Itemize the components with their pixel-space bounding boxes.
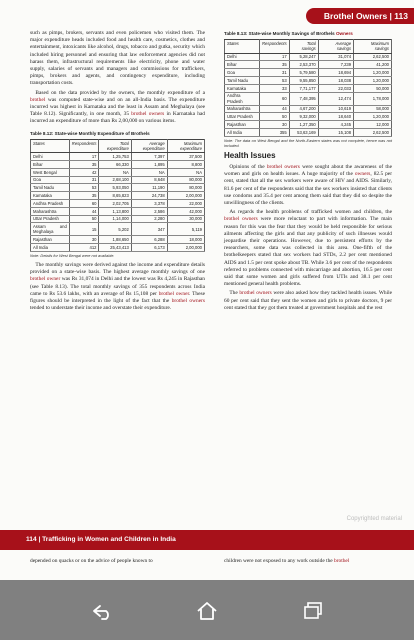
table-header-cell: Maximum savings bbox=[354, 40, 392, 53]
table-cell: 1,20,000 bbox=[354, 113, 392, 121]
table-cell: 1,14,000 bbox=[99, 215, 131, 223]
table-cell: Uttar Pradesh bbox=[31, 215, 70, 223]
table-cell: 33 bbox=[260, 84, 290, 92]
search-highlight: brothel owner bbox=[158, 290, 190, 297]
search-highlight: brothel owners bbox=[171, 298, 205, 305]
table-cell: 42,000 bbox=[167, 207, 204, 215]
table-cell: West Bengal bbox=[31, 168, 70, 176]
table-cell: 35 bbox=[69, 161, 99, 169]
table-header-cell: Average expenditure bbox=[131, 139, 167, 152]
table-cell: 7,397 bbox=[131, 153, 167, 161]
table-cell: 5,79,580 bbox=[289, 69, 318, 77]
table-row bbox=[225, 61, 392, 69]
android-nav-bar bbox=[0, 580, 414, 640]
table-row bbox=[225, 92, 392, 105]
table-cell: Delhi bbox=[31, 153, 70, 161]
table-cell: Andhra Pradesh bbox=[225, 92, 260, 105]
table-cell: 31,074 bbox=[318, 53, 353, 61]
table-cell: Bihar bbox=[225, 61, 260, 69]
table-header-cell: Total savings bbox=[289, 40, 318, 53]
table-row bbox=[31, 161, 205, 169]
table-cell: 2,68,100 bbox=[99, 176, 131, 184]
search-highlight: brothel bbox=[334, 558, 350, 564]
table-cell: 30,000 bbox=[167, 215, 204, 223]
table-row bbox=[225, 121, 392, 129]
search-highlight: brothel owners bbox=[224, 216, 258, 223]
table-cell: 2,00,000 bbox=[167, 244, 204, 252]
table-caption: Table 8.12: State-wise Monthly Expenditure of Brothels bbox=[30, 130, 150, 136]
table-row bbox=[31, 236, 205, 244]
table-cell: 30 bbox=[69, 236, 99, 244]
table-cell: 7,48,395 bbox=[289, 92, 318, 105]
table-cell: 4,67,200 bbox=[289, 105, 318, 113]
left-column bbox=[30, 30, 205, 314]
table-cell: 5,93,050 bbox=[99, 184, 131, 192]
table-cell: 60 bbox=[260, 92, 290, 105]
table-row bbox=[225, 53, 392, 61]
table-header-cell: States bbox=[225, 40, 260, 53]
table-cell: 24,738 bbox=[131, 192, 167, 200]
table-row bbox=[31, 207, 205, 215]
table-cell: 18,640 bbox=[318, 113, 353, 121]
table-cell: 1,27,350 bbox=[289, 121, 318, 129]
table-cell: 1,895 bbox=[131, 161, 167, 169]
table-row bbox=[225, 84, 392, 92]
table-cell: NA bbox=[167, 168, 204, 176]
table-cell: 58,000 bbox=[354, 105, 392, 113]
search-highlight: brothel owner bbox=[30, 276, 61, 283]
table-cell: 5,202 bbox=[99, 223, 131, 236]
table-cell: Bihar bbox=[31, 161, 70, 169]
table-row bbox=[31, 200, 205, 208]
search-highlight: brothel owners bbox=[239, 290, 272, 297]
table-cell: All India bbox=[225, 128, 260, 136]
table-cell: 1,78,000 bbox=[354, 92, 392, 105]
search-highlight: brothel owners bbox=[131, 111, 165, 118]
paragraph: Based on the data provided by the owners, the monthly expenditure of a brothel was computed state-wise and on an all-India basis. The expenditure incurred was highest in Karnataka and the least in Assam and Meghalaya (see Table 8.12). Significantly, in one month, 35 brothel owners in Karnataka had incurred an expenditure of more than Rs 2,00,000 on various items. bbox=[30, 89, 205, 125]
table-cell: Delhi bbox=[225, 53, 260, 61]
table-cell: 18,000 bbox=[167, 236, 204, 244]
search-highlight: Owners bbox=[335, 31, 353, 36]
table-cell: 50 bbox=[260, 113, 290, 121]
table-cell: 15,108 bbox=[318, 128, 353, 136]
table-cell: 1,20,000 bbox=[354, 77, 392, 85]
savings-table bbox=[224, 39, 392, 137]
table-cell: 1,88,650 bbox=[99, 236, 131, 244]
back-icon bbox=[86, 600, 116, 622]
table-cell: 347 bbox=[131, 223, 167, 236]
table-cell: 53 bbox=[69, 184, 99, 192]
table-row bbox=[31, 223, 205, 236]
table-header-cell: States bbox=[31, 139, 70, 152]
table-cell: 25,43,413 bbox=[99, 244, 131, 252]
table-row bbox=[31, 215, 205, 223]
table-cell: 44 bbox=[260, 105, 290, 113]
table-cell: Karnataka bbox=[225, 84, 260, 92]
paragraph: such as pimps, brokers, servants and even policemen who visited them. The major expenditure heads included food and health care, cosmetics, clothes and entertainment, intoxicants like alcohol, drugs, tobacco and gutka, security which included hiring personnel and ensuring that law enforcement agencies did not harass them, infrastructural requirements like electricity, phone and water supply, salaries of servants and managers and commissions for traffickers, pimps, brokers and agents, and contingency expenditure, including transportation costs. bbox=[30, 30, 205, 87]
next-page-text-right: children were not exposed to any work outside the brothel bbox=[224, 558, 350, 564]
section-title: Health Issues bbox=[224, 150, 276, 160]
footer-bar bbox=[0, 530, 414, 550]
table-header-cell: Total expenditure bbox=[99, 139, 131, 152]
paragraph: The monthly savings were derived against the income and expenditure details provided on a state-wise basis. The highest average monthly savings of one brothel owner was Rs 31,074 in Delhi and the lowest was Rs 4,245 in Rajasthan (see Table 8.13). The total monthly savings of 355 respondents across India came to Rs 53.6 lakhs, with an average of Rs 15,108 per brothel owner. These figures should be interpreted in the light of the fact that the brothel owners tended to understate their income and overstate their expenditure. bbox=[30, 262, 205, 312]
search-highlight: brothel owners bbox=[266, 163, 300, 170]
table-cell: Rajasthan bbox=[31, 236, 70, 244]
paragraph: Opinions of the brothel owners were sought about the awareness of the women and girls on health issues. A huge majority of the owners, 82.5 per cent, stated that all the sex workers were aware of HIV and AIDS. Similarly, 81.6 per cent of the respondents said that the sex workers insisted that clients use condoms and 35.4 per cent among them said that they did so despite the unwillingness of the clients. bbox=[224, 163, 392, 206]
table-cell: NA bbox=[99, 168, 131, 176]
table-cell: 355 bbox=[260, 128, 290, 136]
table-cell: 2,00,000 bbox=[167, 192, 204, 200]
home-button[interactable] bbox=[192, 600, 222, 622]
table-cell: 1,20,000 bbox=[354, 69, 392, 77]
table-row bbox=[31, 244, 205, 252]
table-header-cell: Respondents bbox=[260, 40, 290, 53]
table-cell: Tamil Nadu bbox=[31, 184, 70, 192]
table-row bbox=[225, 113, 392, 121]
table-cell: 1,25,753 bbox=[99, 153, 131, 161]
table-caption: Table 8.13: State-wise Monthly Savings of Brothels Owners bbox=[224, 31, 353, 36]
table-cell: 4,245 bbox=[318, 121, 353, 129]
paragraph: The brothel owners were also asked how they tackled health issues. While 60 per cent said that they sent the women and girls to private doctors, 9 per cent stated that they got them treated at government hospitals and the rest bbox=[224, 290, 392, 311]
table-note: Note: The data on West Bengal and the North-Eastern states was not complete, hence was not included. bbox=[224, 137, 392, 148]
table-cell: 412 bbox=[69, 244, 99, 252]
table-cell: 50 bbox=[69, 215, 99, 223]
table-cell: 2,62,500 bbox=[354, 53, 392, 61]
paragraph: As regards the health problems of trafficked women and children, the brothel owners were more reluctant to part with information. The main reason for this was the fear that they would be held responsible for serious ailments affecting the girls and that any publicity of such illnesses would jeopardise their operations. However, due to persistent efforts by the researchers, some data was collected in this area. One-fifth of the brothelkeepers stated that sex workers had STDs, 2.2 per cent mentioned AIDS and 1.5 per cent spoke about TB. While 3.6 per cent of the respondents referred to problems connected with miscarriage and abortion, 16.5 per cent said that some women and girls suffered from UTIs and 38.1 per cent mentioned general health problems. bbox=[224, 209, 392, 288]
table-header-cell: Respondents bbox=[69, 139, 99, 152]
table-cell: 6,288 bbox=[131, 236, 167, 244]
table-cell: 5,28,247 bbox=[289, 53, 318, 61]
table-cell: 60 bbox=[69, 200, 99, 208]
table-cell: 2,280 bbox=[131, 215, 167, 223]
table-cell: 2,62,500 bbox=[354, 128, 392, 136]
recent-apps-button[interactable] bbox=[298, 600, 328, 622]
table-cell: 8,800 bbox=[167, 161, 204, 169]
table-cell: 11,190 bbox=[131, 184, 167, 192]
table-cell: 1,13,800 bbox=[99, 207, 131, 215]
table-cell: 37,500 bbox=[167, 153, 204, 161]
table-cell: Tamil Nadu bbox=[225, 77, 260, 85]
table-row bbox=[31, 184, 205, 192]
table-cell: 53 bbox=[260, 77, 290, 85]
table-cell: 30 bbox=[260, 121, 290, 129]
table-cell: 12,000 bbox=[354, 121, 392, 129]
table-cell: Andhra Pradesh bbox=[31, 200, 70, 208]
right-column bbox=[224, 30, 392, 314]
table-cell: 10,619 bbox=[318, 105, 353, 113]
table-cell: NA bbox=[131, 168, 167, 176]
table-cell: 31 bbox=[69, 176, 99, 184]
table-cell: Kamataka bbox=[31, 192, 70, 200]
table-cell: 7,71,177 bbox=[289, 84, 318, 92]
table-note: Note: Details for West Bengal were not available. bbox=[30, 253, 115, 259]
table-cell: 35 bbox=[260, 61, 290, 69]
table-row bbox=[225, 128, 392, 136]
table-cell: 3,378 bbox=[131, 200, 167, 208]
copyright-watermark: Copyrighted material bbox=[346, 516, 402, 522]
table-cell: Goa bbox=[31, 176, 70, 184]
table-cell: 2,02,705 bbox=[99, 200, 131, 208]
table-cell: Maharashtra bbox=[31, 207, 70, 215]
table-cell: 53,63,169 bbox=[289, 128, 318, 136]
table-cell: 42 bbox=[69, 168, 99, 176]
table-cell: 15 bbox=[69, 223, 99, 236]
table-row bbox=[225, 69, 392, 77]
table-cell: Assam and Meghalaya bbox=[31, 223, 70, 236]
table-cell: 50,000 bbox=[354, 84, 392, 92]
table-cell: 7,239 bbox=[318, 61, 353, 69]
home-icon bbox=[192, 600, 222, 622]
table-cell: 80,000 bbox=[167, 176, 204, 184]
expenditure-table bbox=[30, 139, 205, 252]
table-cell: 8,648 bbox=[131, 176, 167, 184]
table-row bbox=[225, 77, 392, 85]
table-cell: 18,694 bbox=[318, 69, 353, 77]
table-cell: 2,53,370 bbox=[289, 61, 318, 69]
table-cell: 80,000 bbox=[167, 184, 204, 192]
table-cell: 31 bbox=[260, 69, 290, 77]
table-cell: 2,586 bbox=[131, 207, 167, 215]
table-header-cell: Maximum expenditure bbox=[167, 139, 204, 152]
table-cell: 41,200 bbox=[354, 61, 392, 69]
table-row bbox=[31, 176, 205, 184]
table-cell: 66,330 bbox=[99, 161, 131, 169]
table-cell: All India bbox=[31, 244, 70, 252]
table-cell: 9,32,000 bbox=[289, 113, 318, 121]
search-highlight: brothel bbox=[30, 96, 46, 103]
table-cell: Rajasthan bbox=[225, 121, 260, 129]
table-cell: 18,038 bbox=[318, 77, 353, 85]
running-header: Brothel Owners | 113 bbox=[306, 8, 414, 24]
table-cell: Uttar Pradesh bbox=[225, 113, 260, 121]
table-header-cell: Average savings bbox=[318, 40, 353, 53]
table-cell: 22,000 bbox=[167, 200, 204, 208]
table-row bbox=[31, 168, 205, 176]
table-cell: 35 bbox=[69, 192, 99, 200]
back-button[interactable] bbox=[86, 600, 116, 622]
recent-apps-icon bbox=[298, 600, 328, 622]
search-highlight: owners bbox=[354, 171, 371, 178]
next-page-text-left: depended on quacks or on the advice of people known to bbox=[30, 558, 153, 564]
table-row bbox=[225, 105, 392, 113]
table-cell: 9,55,850 bbox=[289, 77, 318, 85]
table-cell: Maharashtra bbox=[225, 105, 260, 113]
footer-label: 114 | Trafficking in Women and Children in India bbox=[26, 536, 176, 543]
table-cell: 44 bbox=[69, 207, 99, 215]
table-cell: 6,173 bbox=[131, 244, 167, 252]
table-cell: 12,474 bbox=[318, 92, 353, 105]
table-cell: 17 bbox=[260, 53, 290, 61]
table-cell: 5,119 bbox=[167, 223, 204, 236]
table-cell: Goa bbox=[225, 69, 260, 77]
table-row bbox=[31, 192, 205, 200]
table-cell: 17 bbox=[69, 153, 99, 161]
table-row bbox=[31, 153, 205, 161]
table-cell: 8,65,823 bbox=[99, 192, 131, 200]
table-cell: 22,033 bbox=[318, 84, 353, 92]
